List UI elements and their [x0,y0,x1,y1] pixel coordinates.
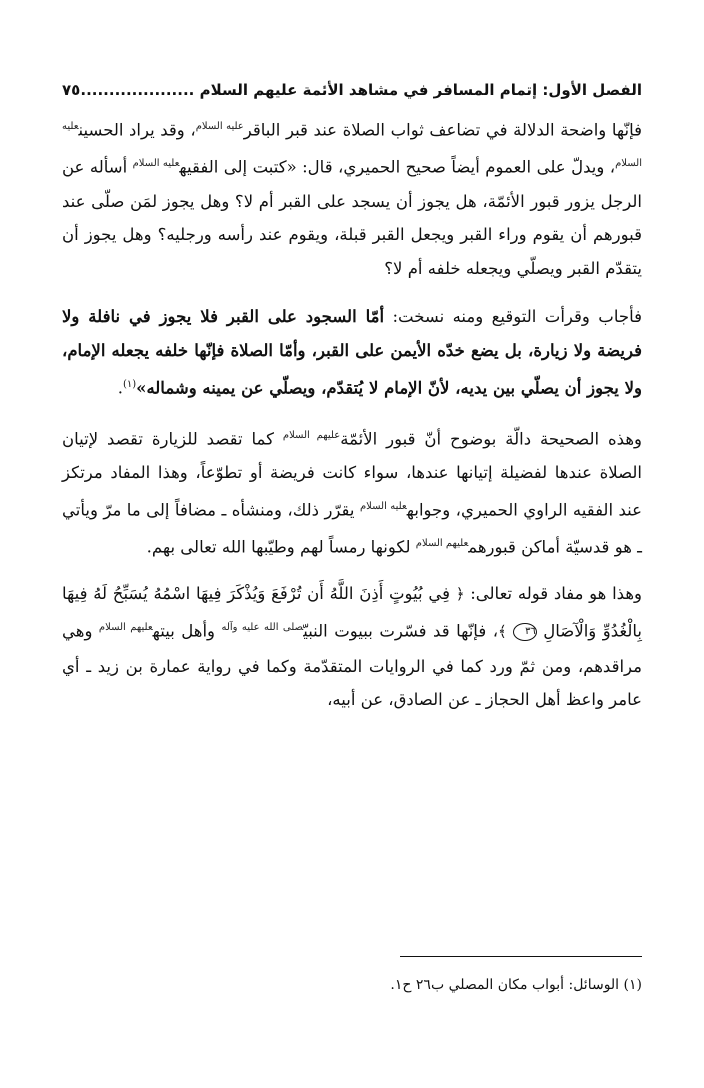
text-run: أسأله عن الرجل يزور قبور الأئمّة، هل يجوز أن يسجد على القبر أم لا؟ وهل يجوز لمَن صلّى عند قبورهم أن يقوم وراء القبر ويجعل القبر قبلة، ويقوم عند رأسه ورجليه؟ وهل يجوز أن يتقدّم القبر ويصلّي ويجعله خلفه أم لا؟ [62,157,642,279]
paragraph-1 [62,110,642,286]
quotation-bold: أمّا السجود على القبر فلا يجوز في نافلة ولا فريضة ولا زيارة، بل يضع خدّه الأيمن على القبر، وأمّا الصلاة فإنّها خلفه يجعله الإمام، ولا يجوز أن يصلّي بين يديه، لأنّ الإمام لا يُتقدّم، ويصلّي عن يمينه وشماله» [62,306,642,398]
footnote [62,974,642,996]
running-header [62,78,642,104]
honorific: عليه السلام [62,121,642,170]
honorific: عليهم السلام [415,538,469,550]
text-run: وهذه الصحيحة دالّة بوضوح أنّ قبور الأئمّة [340,429,642,449]
page-number: ٧٥ [62,81,81,99]
footnote-text: (١) الوسائل: أبواب مكان المصلي ب٢٦ ح١. [390,977,642,993]
text-run: . [117,378,123,398]
text-run: وأهل بيته [152,621,222,641]
paragraph-2 [62,300,642,405]
quran-bracket: ﴿ [455,584,465,603]
quran-verse: فِي بُيُوتٍ أَذِنَ اللَّهُ أَن تُرْفَعَ وَيُذْكَرَ فِيهَا اسْمُهُ يُسَبِّحُ لَهُ فِيهَا بِالْغُدُوِّ وَالْآصَالِ [62,583,642,641]
text-run: ، وقد يراد الحسين [78,120,196,140]
text-run: فإنّها واضحة الدلالة في تضاعف ثواب الصلاة عند قبر الباقر [243,120,642,140]
text-run: لكونها رمساً لهم وطيّبها الله تعالى بهم. [146,537,416,557]
quran-bracket: ﴾ [498,622,513,641]
page [62,78,642,1088]
text-run: وهذا هو مفاد قوله تعالى: [464,583,642,603]
footnote-ref: (١) [122,378,137,390]
text-run: كما تقصد للزيارة تقصد لإتيان الصلاة عندها لفضيلة إتيانها عندها، سواء كانت فريضة أو تطوّعاً، وهذا المفاد مرتكز عند الفقيه الراوي الحميري، وجوابه [62,429,642,520]
footnote-separator [400,956,642,957]
honorific: صلى الله عليه وآله [221,622,304,634]
text-run: وهي مراقدهم، ومن ثمّ ورد كما في الروايات المتقدّمة وكما في رواية عمارة بن زيد ـ أي عامر واعظ أهل الحجاز ـ عن الصادق، عن أبيه، [62,621,642,710]
honorific: عليهم السلام [98,622,153,634]
verse-number: ٣٦ [513,623,537,641]
paragraph-3 [62,419,642,565]
text-run: يقرّر ذلك، ومنشأه ـ مضافاً إلى ما مرّ ويأتي ـ هو قدسيّة أماكن قبورهم [62,500,642,557]
text-run: ، ويدلّ على العموم أيضاً صحيح الحميري، قال: «كتبت إلى الفقيه [179,157,616,177]
text-run: فأجاب وقرأت التوقيع ومنه نسخت: [384,306,642,326]
text-run: ، فإنّها قد فسّرت ببيوت النبيّ [303,621,499,641]
honorific: عليه السلام [132,158,180,170]
honorific: عليه السلام [195,121,244,132]
honorific: عليه السلام [359,500,407,512]
header-title: الفصل الأول: إتمام المسافر في مشاهد الأئمة عليهم السلام .................... [80,81,642,99]
honorific: عليهم السلام [282,429,341,441]
paragraph-4 [62,577,642,718]
